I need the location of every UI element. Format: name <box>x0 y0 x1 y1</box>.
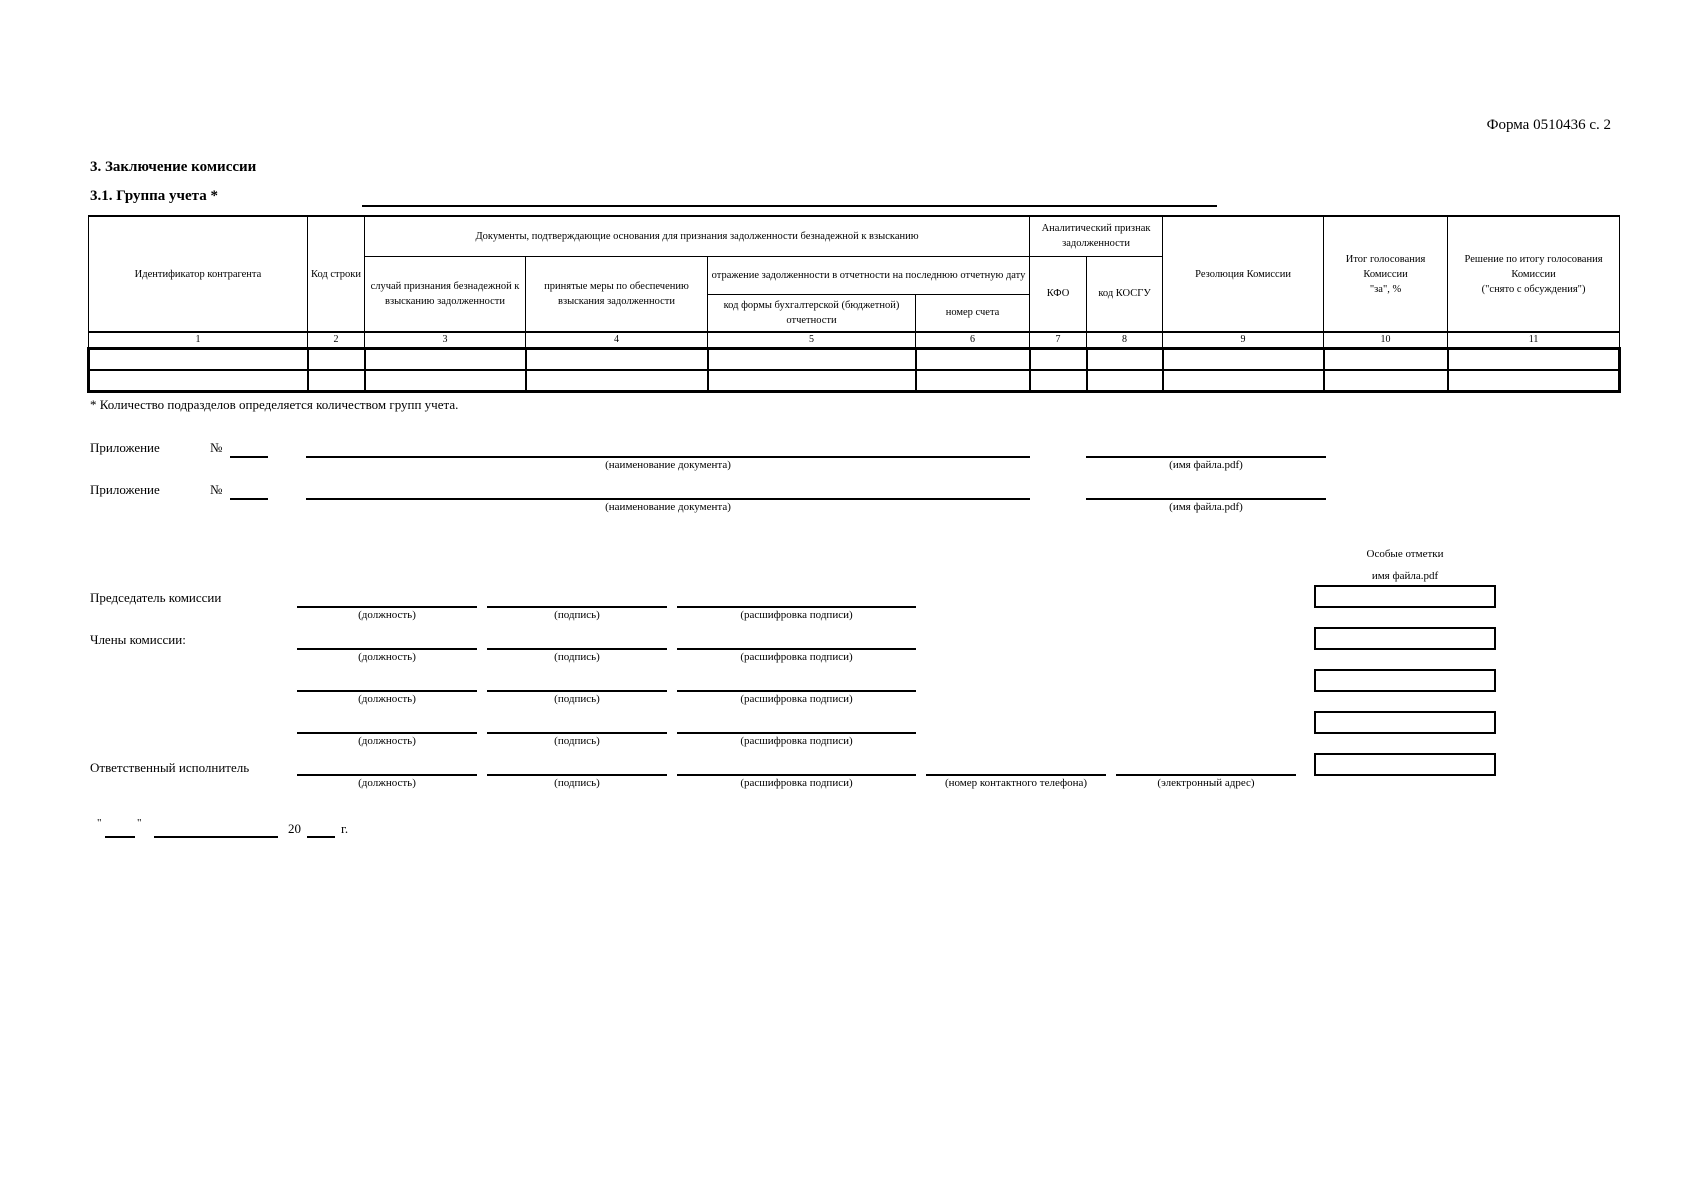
signature-caption: (подпись) <box>554 777 600 789</box>
date-month-line[interactable] <box>154 836 278 838</box>
position-line[interactable] <box>297 732 477 734</box>
form-number: Форма 0510436 с. 2 <box>1486 117 1611 133</box>
position-caption: (должность) <box>358 609 416 621</box>
table-cell[interactable] <box>1448 349 1620 371</box>
position-caption: (должность) <box>358 693 416 705</box>
attachment-doc-line[interactable] <box>306 456 1030 458</box>
position-line[interactable] <box>297 690 477 692</box>
attachment-file-caption: (имя файла.pdf) <box>1169 459 1243 471</box>
signature-caption: (подпись) <box>554 693 600 705</box>
col-header-9: Резолюция Комиссии <box>1163 216 1324 332</box>
signature-line[interactable] <box>487 648 667 650</box>
section-title: 3. Заключение комиссии <box>90 159 257 175</box>
table-cell[interactable] <box>1163 370 1324 392</box>
special-mark-box[interactable] <box>1314 753 1496 776</box>
attachment-doc-caption: (наименование документа) <box>605 501 731 513</box>
attachment-num-sign: № <box>210 482 223 497</box>
footnote: * Количество подразделов определяется количеством групп учета. <box>90 397 459 412</box>
special-marks-title: Особые отметки <box>1366 548 1444 560</box>
table-row <box>89 370 1620 392</box>
col-header-11-line2: ("снято с обсуждения") <box>1481 283 1586 295</box>
attachment-label: Приложение <box>90 482 160 497</box>
table-cell[interactable] <box>526 349 708 371</box>
col-header-analytic-group: Аналитический признак задолженности <box>1030 216 1163 256</box>
position-caption: (должность) <box>358 651 416 663</box>
table-cell[interactable] <box>1087 370 1163 392</box>
decoding-line[interactable] <box>677 774 916 776</box>
col-number: 7 <box>1030 332 1087 349</box>
table-cell[interactable] <box>916 349 1030 371</box>
col-header-1: Идентификатор контрагента <box>89 216 308 332</box>
phone-caption: (номер контактного телефона) <box>944 777 1088 789</box>
special-mark-box[interactable] <box>1314 585 1496 608</box>
table-cell[interactable] <box>89 349 308 371</box>
decoding-line[interactable] <box>677 732 916 734</box>
table-cell[interactable] <box>916 370 1030 392</box>
table-cell[interactable] <box>708 349 916 371</box>
signature-line[interactable] <box>487 606 667 608</box>
attachment-file-line[interactable] <box>1086 498 1326 500</box>
col-header-5: код формы бухгалтерской (бюджетной) отчетности <box>708 294 916 332</box>
position-caption: (должность) <box>358 735 416 747</box>
col-number: 8 <box>1087 332 1163 349</box>
executor-label: Ответственный исполнитель <box>90 760 250 775</box>
col-number: 2 <box>308 332 365 349</box>
col-header-docs-group: Документы, подтверждающие основания для признания задолженности безнадежной к взысканию <box>365 216 1030 256</box>
col-number: 3 <box>365 332 526 349</box>
date-quote-close: " <box>137 817 142 829</box>
col-header-10-line2: "за", % <box>1369 283 1402 295</box>
signature-caption: (подпись) <box>554 735 600 747</box>
col-header-10-line1: Итог голосования Комиссии <box>1345 253 1426 280</box>
decoding-line[interactable] <box>677 690 916 692</box>
col-number: 11 <box>1448 332 1620 349</box>
special-mark-box[interactable] <box>1314 627 1496 650</box>
col-header-11 <box>1448 216 1620 332</box>
special-marks-file: имя файла.pdf <box>1371 570 1439 582</box>
table-cell[interactable] <box>526 370 708 392</box>
col-number: 10 <box>1324 332 1448 349</box>
position-line[interactable] <box>297 648 477 650</box>
signature-caption: (подпись) <box>554 609 600 621</box>
position-line[interactable] <box>297 606 477 608</box>
date-year-line[interactable] <box>307 836 335 838</box>
position-caption: (должность) <box>358 777 416 789</box>
date-year-suffix: г. <box>341 821 349 836</box>
attachment-doc-caption: (наименование документа) <box>605 459 731 471</box>
table-cell[interactable] <box>365 349 526 371</box>
date-year-prefix: 20 <box>288 821 301 836</box>
table-cell[interactable] <box>1030 349 1087 371</box>
signature-line[interactable] <box>487 690 667 692</box>
decoding-caption: (расшифровка подписи) <box>740 777 853 789</box>
decoding-caption: (расшифровка подписи) <box>740 693 853 705</box>
date-day-line[interactable] <box>105 836 135 838</box>
signature-line[interactable] <box>487 774 667 776</box>
table-cell[interactable] <box>1324 349 1448 371</box>
decoding-line[interactable] <box>677 606 916 608</box>
email-caption: (электронный адрес) <box>1157 777 1255 789</box>
subsection-title: 3.1. Группа учета * <box>90 188 218 204</box>
attachment-label: Приложение <box>90 440 160 455</box>
attachment-number-line[interactable] <box>230 498 268 500</box>
table-cell[interactable] <box>1448 370 1620 392</box>
col-header-7: КФО <box>1030 256 1087 332</box>
col-number: 1 <box>89 332 308 349</box>
attachment-file-caption: (имя файла.pdf) <box>1169 501 1243 513</box>
table-row <box>89 349 1620 371</box>
position-line[interactable] <box>297 774 477 776</box>
col-header-8: код КОСГУ <box>1087 256 1163 332</box>
col-header-6: номер счета <box>916 294 1030 332</box>
table-cell[interactable] <box>89 370 308 392</box>
attachment-file-line[interactable] <box>1086 456 1326 458</box>
attachment-num-sign: № <box>210 440 223 455</box>
col-header-10 <box>1324 216 1448 332</box>
email-line[interactable] <box>1116 774 1296 776</box>
col-header-4: принятые меры по обеспечению взыскания задолженности <box>526 256 708 332</box>
decoding-line[interactable] <box>677 648 916 650</box>
special-mark-box[interactable] <box>1314 711 1496 734</box>
phone-line[interactable] <box>926 774 1106 776</box>
col-header-2: Код строки <box>308 216 365 332</box>
decoding-caption: (расшифровка подписи) <box>740 735 853 747</box>
signature-line[interactable] <box>487 732 667 734</box>
col-number: 6 <box>916 332 1030 349</box>
special-mark-box[interactable] <box>1314 669 1496 692</box>
attachment-number-line[interactable] <box>230 456 268 458</box>
table-cell[interactable] <box>308 370 365 392</box>
table-cell[interactable] <box>1163 349 1324 371</box>
col-number: 5 <box>708 332 916 349</box>
col-number: 4 <box>526 332 708 349</box>
table-cell[interactable] <box>1087 349 1163 371</box>
signature-caption: (подпись) <box>554 651 600 663</box>
date-quote-open: " <box>97 817 102 829</box>
decoding-caption: (расшифровка подписи) <box>740 609 853 621</box>
col-number: 9 <box>1163 332 1324 349</box>
col-header-3: случай признания безнадежной к взысканию задолженности <box>365 256 526 332</box>
table-cell[interactable] <box>708 370 916 392</box>
attachment-doc-line[interactable] <box>306 498 1030 500</box>
table-cell[interactable] <box>1030 370 1087 392</box>
members-label: Члены комиссии: <box>90 632 186 647</box>
col-header-11-line1: Решение по итогу голосования Комиссии <box>1464 253 1603 280</box>
commission-table <box>87 215 1621 393</box>
col-header-reflect-group: отражение задолженности в отчетности на последнюю отчетную дату <box>708 256 1030 294</box>
table-cell[interactable] <box>365 370 526 392</box>
table-cell[interactable] <box>1324 370 1448 392</box>
group-name-line[interactable] <box>362 205 1217 207</box>
decoding-caption: (расшифровка подписи) <box>740 651 853 663</box>
chairman-label: Председатель комиссии <box>90 590 222 605</box>
table-cell[interactable] <box>308 349 365 371</box>
